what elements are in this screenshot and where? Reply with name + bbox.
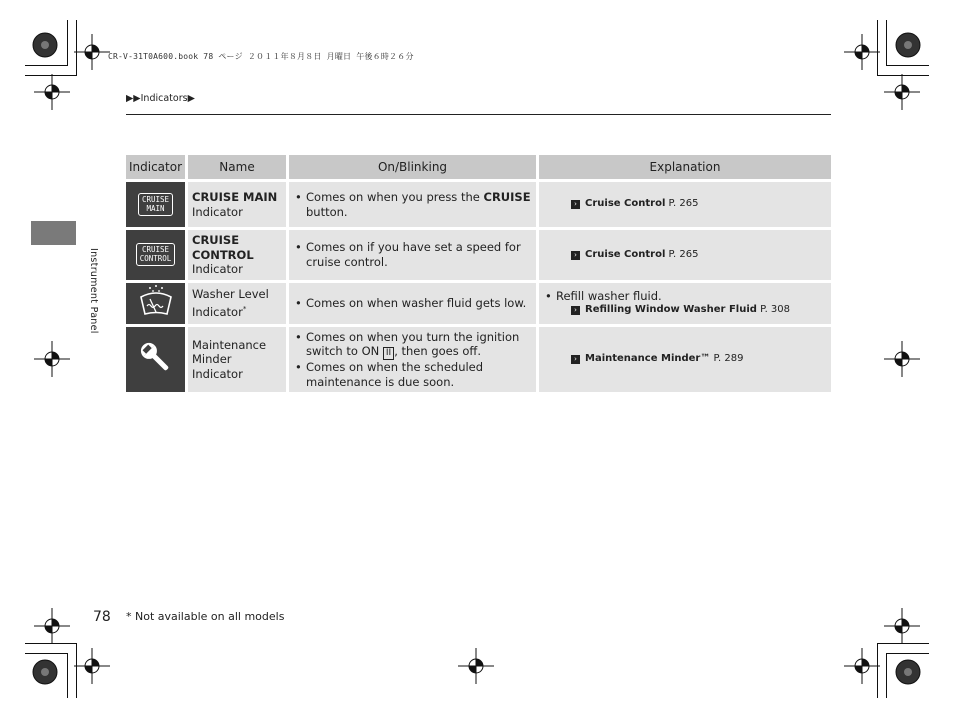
explanation-text: Refill washer fluid. xyxy=(556,288,662,303)
page-number: 78 xyxy=(93,609,111,625)
reference-title: Refilling Window Washer Fluid xyxy=(585,304,757,315)
indicator-name: CRUISE CONTROL xyxy=(192,233,254,262)
footnote-marker: * xyxy=(242,304,247,313)
icon-text-line: CRUISE xyxy=(141,245,170,255)
reference-arrow-icon: › xyxy=(571,251,580,260)
reference-page: P. 265 xyxy=(665,198,699,210)
breadcrumb-indicators[interactable]: Indicators xyxy=(140,93,188,104)
reference-arrow-icon: › xyxy=(571,200,580,209)
reference-title: Cruise Control xyxy=(585,248,666,260)
column-header-on-blinking: On/Blinking xyxy=(289,155,539,182)
column-header-indicator: Indicator xyxy=(126,155,188,182)
text: Comes on when you turn the ignition switch to ON xyxy=(306,329,520,358)
reference-arrow-icon: › xyxy=(571,306,580,315)
text: Comes on when you press the xyxy=(306,190,484,204)
bold-text: CRUISE xyxy=(483,190,531,204)
column-header-name: Name xyxy=(188,155,289,182)
reference-page: P. 289 xyxy=(710,353,744,364)
icon-text-line: CRUISE xyxy=(141,195,170,204)
indicator-name: Washer Level Indicator xyxy=(192,287,269,319)
ignition-position-box: II xyxy=(383,347,394,360)
section-tab-label: Instrument Panel xyxy=(88,248,99,334)
indicator-name-suffix: Indicator xyxy=(192,262,243,276)
breadcrumb-arrow-end: ▶ xyxy=(187,93,195,104)
text: Comes on if you have set a speed for cruise control. xyxy=(306,240,521,269)
reference-title: Maintenance Minder™ xyxy=(585,353,711,364)
indicator-name: Maintenance Minder Indicator xyxy=(192,337,267,381)
reference-title: Cruise Control xyxy=(585,198,666,210)
column-header-explanation: Explanation xyxy=(539,155,831,182)
text: button. xyxy=(306,204,348,219)
footnote: * Not available on all models xyxy=(126,610,285,623)
text: , then goes off. xyxy=(394,344,482,358)
reference-arrow-icon: › xyxy=(571,355,580,364)
text: Comes on when the scheduled maintenance is due soon. xyxy=(306,360,484,389)
icon-text-line: MAIN xyxy=(146,203,165,213)
text: Comes on when washer fluid gets low. xyxy=(306,295,527,310)
file-info-header: CR-V-31T0A600.book 78 ページ ２０１１年８月８日 月曜日 午後６時２６分 xyxy=(108,52,414,61)
reference-page: P. 265 xyxy=(665,248,699,260)
icon-text-line: CONTROL xyxy=(139,253,172,263)
indicator-name-suffix: Indicator xyxy=(192,204,243,219)
reference-page: P. 308 xyxy=(756,304,791,315)
indicator-name: CRUISE MAIN xyxy=(192,190,278,204)
breadcrumb-arrows: ▶▶ xyxy=(126,93,141,104)
